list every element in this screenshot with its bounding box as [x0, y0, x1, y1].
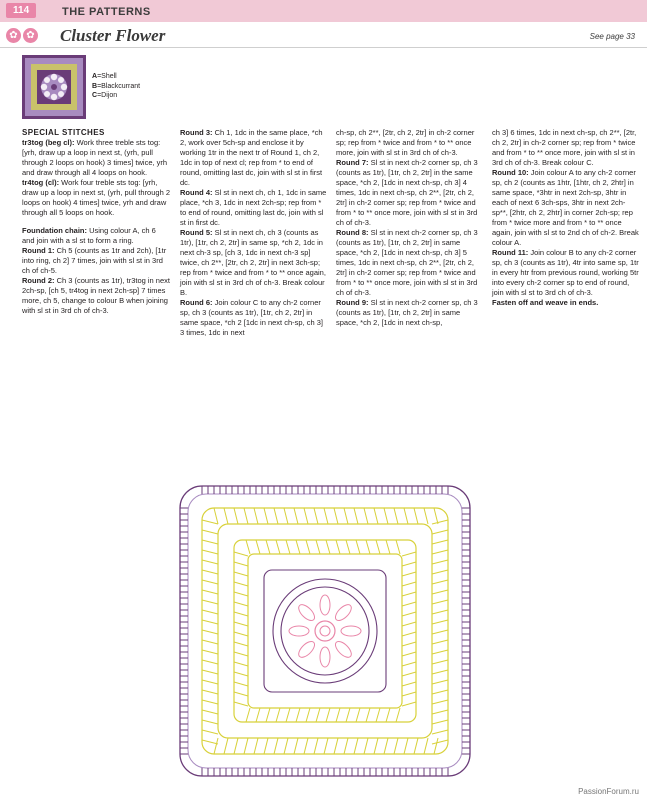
round-instruction: Round 11: Join colour B to any ch-2 corner sp, ch 3 (counts as 1tr), 4tr into same sp, 1tr in every htr from previous round, working 5tr into every ch-2 corner sp to end of round, join with sl st to 3rd ch of ch-3.	[492, 248, 639, 297]
divider	[0, 47, 647, 48]
chart-centre-flower	[289, 595, 361, 667]
special-stitches-heading: SPECIAL STITCHES	[22, 128, 105, 137]
colour-legend	[92, 72, 140, 101]
text-column-1	[22, 128, 170, 316]
stitch-definition: tr4tog (cl): Work four treble sts tog: [yrh, draw up a loop in next st, (yrh, pull through 2 loops on hook) 4 times] twice, yrh and draw through all 5 loops on hook.	[22, 178, 171, 217]
stitch-definition: tr3tog (beg cl): Work three treble sts tog: [yrh, draw up a loop in next st, (yrh, pull through 2 loops on hook) 3 times] twice, yrh and draw through all 4 loops on hook.	[22, 138, 168, 177]
chart-foundation-ring	[315, 621, 335, 641]
round-instruction: Round 1: Ch 5 (counts as 1tr and 2ch), [1tr into ring, ch 2] 7 times, join with sl st in 3rd ch of ch-5.	[22, 246, 167, 275]
round-instruction: ch 3] 6 times, 1dc in next ch-sp, ch 2**, [2tr, ch 2, 2tr] in ch-2 corner sp; rep from * twice and from * to ** once more, join with sl st in 3rd ch of ch-3. Break colour C.	[492, 128, 637, 167]
star-icon: ✿	[23, 28, 38, 43]
footer-credit: PassionForum.ru	[578, 787, 639, 796]
crochet-chart	[172, 478, 478, 784]
round-instruction: Round 8: Sl st in next ch-2 corner sp, ch 3 (counts as 1tr), [1tr, ch 2, 2tr] in same space, *ch 2, [1dc in next ch-sp, ch 3] 5 times, 1dc in next ch-sp, ch 2**, [2tr, ch 2, 2tr] in ch-2 corner sp; rep from * twice and from * to ** once more, join with sl st in 3rd ch of ch-3.	[336, 228, 478, 297]
page-number: 114	[6, 3, 36, 18]
round-instruction: Round 5: Sl st in next ch, ch 3 (counts as 1tr), [1tr, ch 2, 2tr] in same sp, *ch 2, 1dc in next ch-3 sp, [ch 3, 1dc in next ch-3 sp] twice, ch 2**, [2tr, ch 2, 2tr] in next 3ch-sp; rep from * twice and from * to ** once again, join with sl st in 3rd ch of ch-3. Break colour B.	[180, 228, 326, 297]
round-instruction: Round 6: Join colour C to any ch-2 corner sp, ch 3 (counts as 1tr), [1tr, ch 2, 2tr] in same space, *ch 2 [1dc in next ch-sp, ch 3] 3 times, 1dc in next	[180, 298, 323, 337]
swatch-photo	[22, 55, 86, 119]
chart-outer-border	[180, 486, 470, 776]
chart-purple-rounds	[264, 570, 386, 692]
see-page-ref: See page 33	[589, 32, 635, 41]
round-instruction: Round 10: Join colour A to any ch-2 corner sp, ch 2 (counts as 1htr, [1htr, ch 2, 2htr] in same space, *3htr in next 2ch-sp, 3htr in each of next 6 3ch-sps, 3htr in next 2ch-sp**, [2htr, ch 2, 2htr] in corner 2ch-sp; rep from * twice more and from * to ** once again, join with sl st to 2nd ch of ch-2. Break colour A.	[492, 168, 639, 247]
title-row	[0, 26, 647, 46]
page-header	[0, 0, 647, 22]
round-instruction: Round 3: Ch 1, 1dc in the same place, *ch 2, work over 5ch-sp and enclose it by working 1tr in the next tr of Round 1, ch 2, 1dc in top of next cl; rep from * to end of round, omitting last dc, join with sl st in first dc.	[180, 128, 323, 187]
text-column-2	[180, 128, 328, 338]
round-instruction: Round 4: Sl st in next ch, ch 1, 1dc in same place, *ch 3, 1dc in next 2ch-sp; rep from * to end of round, omitting last dc, join with sl st in first dc.	[180, 188, 327, 227]
round-instruction: Round 9: Sl st in next ch-2 corner sp, ch 3 (counts as 1tr), [1tr, ch 2, 2tr] in same space, *ch 2, [1dc in next ch-sp,	[336, 298, 478, 327]
finish-instruction: Fasten off and weave in ends.	[492, 298, 599, 307]
section-title: THE PATTERNS	[62, 6, 151, 18]
round-instruction: Round 7: Sl st in next ch-2 corner sp, ch 3 (counts as 1tr), [1tr, ch 2, 2tr] in the same space, *ch 2, [1dc in next ch-sp, ch 3] 4 times, 1dc in next ch-sp, ch 2**, [2tr, ch 2, 2tr] in ch-2 corner sp; rep from * twice and from * to ** once more, join with sl st in 3rd ch of ch-3.	[336, 158, 478, 227]
star-icon: ✿	[6, 28, 21, 43]
round-instruction: Round 2: Ch 3 (counts as 1tr), tr3tog in next 2ch-sp, [ch 5, tr4tog in next 2ch-sp] 7 times more, ch 5, change to colour B when joining with sl st in 3rd ch of ch-3.	[22, 276, 170, 315]
chart-outer-stitches	[180, 486, 470, 776]
chart-yellow-stitches	[202, 508, 448, 754]
legend-item: A=Shell	[92, 73, 117, 80]
round-instruction: ch-sp, ch 2**, [2tr, ch 2, 2tr] in ch-2 corner sp; rep from * twice and from * to ** once more, join with sl st in 3rd ch of ch-3.	[336, 128, 475, 157]
pattern-title: Cluster Flower	[60, 26, 166, 45]
chart-yellow-rounds	[202, 508, 448, 754]
legend-item: C=Dijon	[92, 92, 118, 99]
text-column-4	[492, 128, 640, 308]
text-column-3	[336, 128, 484, 328]
difficulty-stars	[6, 28, 38, 43]
round-instruction: Foundation chain: Using colour A, ch 6 and join with a sl st to form a ring.	[22, 226, 156, 245]
legend-item: B=Blackcurrant	[92, 82, 141, 90]
